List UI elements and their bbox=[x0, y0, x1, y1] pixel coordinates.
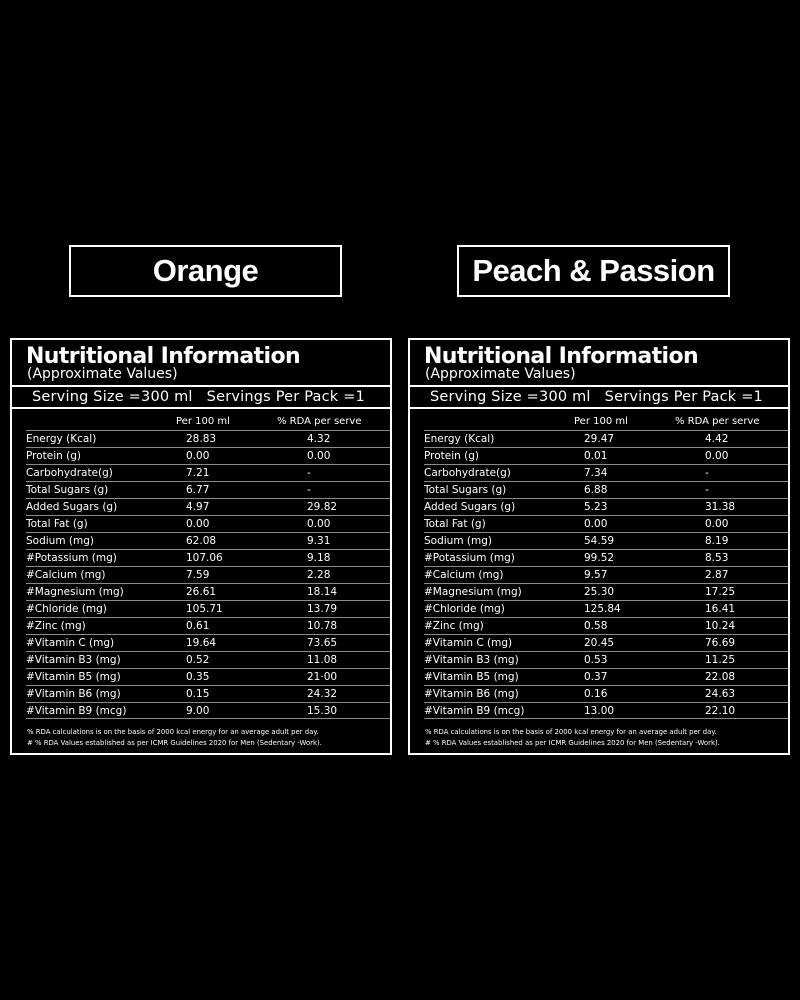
table-row bbox=[424, 481, 788, 498]
table-row bbox=[26, 549, 390, 566]
rda-value: 18.14 bbox=[307, 586, 338, 598]
footnotes bbox=[27, 727, 322, 749]
table-row bbox=[26, 447, 390, 464]
table-row bbox=[424, 702, 788, 719]
rda-value: 8.53 bbox=[705, 552, 729, 564]
per100-value: 0.00 bbox=[186, 450, 210, 462]
rda-value: - bbox=[307, 467, 311, 479]
nutrient-name: #Vitamin B3 (mg) bbox=[26, 654, 121, 666]
per100-value: 54.59 bbox=[584, 535, 615, 547]
nutrient-name: #Zinc (mg) bbox=[424, 620, 484, 632]
serving-size: Serving Size =300 ml bbox=[32, 389, 193, 405]
table-row bbox=[424, 685, 788, 702]
nutrient-name: #Vitamin C (mg) bbox=[26, 637, 115, 649]
rda-value: 24.63 bbox=[705, 688, 736, 700]
per100-value: 0.35 bbox=[186, 671, 210, 683]
nutrient-table bbox=[424, 430, 788, 719]
serving-info bbox=[410, 385, 788, 409]
nutrient-name: #Vitamin C (mg) bbox=[424, 637, 513, 649]
per100-value: 62.08 bbox=[186, 535, 217, 547]
rda-value: 0.00 bbox=[705, 518, 729, 530]
nutrient-name: Energy (Kcal) bbox=[424, 433, 495, 445]
panel-subtitle: (Approximate Values) bbox=[425, 366, 576, 382]
per100-value: 7.21 bbox=[186, 467, 210, 479]
nutrient-name: Carbohydrate(g) bbox=[424, 467, 511, 479]
table-row bbox=[424, 532, 788, 549]
per100-value: 105.71 bbox=[186, 603, 223, 615]
rda-value: 29.82 bbox=[307, 501, 338, 513]
per100-value: 6.77 bbox=[186, 484, 210, 496]
rda-value: - bbox=[705, 467, 709, 479]
nutrient-name: #Zinc (mg) bbox=[26, 620, 86, 632]
rda-value: 4.32 bbox=[307, 433, 331, 445]
table-row bbox=[424, 464, 788, 481]
per100-value: 0.61 bbox=[186, 620, 210, 632]
rda-value: 10.24 bbox=[705, 620, 736, 632]
rda-value: 0.00 bbox=[307, 450, 331, 462]
rda-value: 73.65 bbox=[307, 637, 338, 649]
per100-value: 125.84 bbox=[584, 603, 621, 615]
table-row bbox=[26, 685, 390, 702]
servings-per-pack: Servings Per Pack =1 bbox=[604, 389, 763, 405]
nutrient-name: Total Sugars (g) bbox=[424, 484, 507, 496]
table-row bbox=[424, 566, 788, 583]
table-row bbox=[424, 634, 788, 651]
nutrient-name: Protein (g) bbox=[26, 450, 82, 462]
table-row bbox=[26, 430, 390, 447]
nutrient-name: Total Sugars (g) bbox=[26, 484, 109, 496]
nutrient-name: #Calcium (mg) bbox=[424, 569, 504, 581]
nutrient-name: #Chloride (mg) bbox=[424, 603, 505, 615]
rda-value: - bbox=[307, 484, 311, 496]
per100-value: 28.83 bbox=[186, 433, 217, 445]
flavor-title-orange: Orange bbox=[69, 245, 342, 297]
panel-title: Nutritional Information bbox=[26, 344, 301, 369]
rda-value: 76.69 bbox=[705, 637, 736, 649]
column-header-per100: Per 100 ml bbox=[176, 416, 230, 427]
rda-value: - bbox=[705, 484, 709, 496]
table-row bbox=[26, 600, 390, 617]
per100-value: 0.52 bbox=[186, 654, 210, 666]
per100-value: 0.58 bbox=[584, 620, 608, 632]
footnote-rda-basis: % RDA calculations is on the basis of 2000 kcal energy for an average adult per day. bbox=[425, 728, 717, 736]
per100-value: 0.53 bbox=[584, 654, 608, 666]
column-header-rda: % RDA per serve bbox=[277, 416, 362, 427]
rda-value: 0.00 bbox=[307, 518, 331, 530]
column-header-rda: % RDA per serve bbox=[675, 416, 760, 427]
rda-value: 24.32 bbox=[307, 688, 338, 700]
nutrient-name: #Vitamin B5 (mg) bbox=[26, 671, 121, 683]
panel-subtitle: (Approximate Values) bbox=[27, 366, 178, 382]
servings-per-pack: Servings Per Pack =1 bbox=[206, 389, 365, 405]
per100-value: 19.64 bbox=[186, 637, 217, 649]
nutrient-name: #Vitamin B3 (mg) bbox=[424, 654, 519, 666]
nutrient-name: Total Fat (g) bbox=[26, 518, 88, 530]
per100-value: 0.16 bbox=[584, 688, 608, 700]
per100-value: 20.45 bbox=[584, 637, 615, 649]
nutrient-name: #Calcium (mg) bbox=[26, 569, 106, 581]
per100-value: 6.88 bbox=[584, 484, 608, 496]
nutrient-name: #Vitamin B9 (mcg) bbox=[26, 705, 127, 717]
rda-value: 22.08 bbox=[705, 671, 736, 683]
nutrient-name: #Vitamin B5 (mg) bbox=[424, 671, 519, 683]
serving-size: Serving Size =300 ml bbox=[430, 389, 591, 405]
table-row bbox=[26, 498, 390, 515]
panel-title: Nutritional Information bbox=[424, 344, 699, 369]
nutrient-name: Protein (g) bbox=[424, 450, 480, 462]
nutrition-panel-peach-passion bbox=[408, 338, 790, 755]
per100-value: 29.47 bbox=[584, 433, 615, 445]
nutrient-name: #Magnesium (mg) bbox=[424, 586, 522, 598]
rda-value: 11.25 bbox=[705, 654, 736, 666]
nutrient-name: Added Sugars (g) bbox=[26, 501, 118, 513]
table-row bbox=[26, 651, 390, 668]
nutrient-name: Sodium (mg) bbox=[424, 535, 492, 547]
table-row bbox=[424, 447, 788, 464]
rda-value: 2.87 bbox=[705, 569, 729, 581]
rda-value: 0.00 bbox=[705, 450, 729, 462]
nutrient-name: #Potassium (mg) bbox=[424, 552, 515, 564]
table-row bbox=[26, 515, 390, 532]
rda-value: 4.42 bbox=[705, 433, 729, 445]
rda-value: 10.78 bbox=[307, 620, 338, 632]
table-row bbox=[424, 600, 788, 617]
table-row bbox=[26, 668, 390, 685]
rda-value: 31.38 bbox=[705, 501, 736, 513]
rda-value: 11.08 bbox=[307, 654, 338, 666]
nutrient-name: #Vitamin B6 (mg) bbox=[26, 688, 121, 700]
nutrient-name: Sodium (mg) bbox=[26, 535, 94, 547]
rda-value: 17.25 bbox=[705, 586, 736, 598]
per100-value: 26.61 bbox=[186, 586, 217, 598]
footnote-icmr: # % RDA Values established as per ICMR Guidelines 2020 for Men (Sedentary -Work). bbox=[27, 739, 322, 747]
column-header-per100: Per 100 ml bbox=[574, 416, 628, 427]
flavor-title-peach-passion: Peach & Passion bbox=[457, 245, 730, 297]
table-row bbox=[424, 549, 788, 566]
footnote-rda-basis: % RDA calculations is on the basis of 2000 kcal energy for an average adult per day. bbox=[27, 728, 319, 736]
nutrient-name: #Vitamin B9 (mcg) bbox=[424, 705, 525, 717]
serving-info bbox=[12, 385, 390, 409]
nutrient-name: #Vitamin B6 (mg) bbox=[424, 688, 519, 700]
nutrient-name: Total Fat (g) bbox=[424, 518, 486, 530]
table-row bbox=[26, 481, 390, 498]
per100-value: 99.52 bbox=[584, 552, 615, 564]
table-row bbox=[26, 464, 390, 481]
table-row bbox=[26, 583, 390, 600]
per100-value: 107.06 bbox=[186, 552, 223, 564]
table-row bbox=[26, 566, 390, 583]
table-row bbox=[424, 583, 788, 600]
nutrient-name: Added Sugars (g) bbox=[424, 501, 516, 513]
per100-value: 9.57 bbox=[584, 569, 608, 581]
rda-value: 16.41 bbox=[705, 603, 736, 615]
nutrient-name: Energy (Kcal) bbox=[26, 433, 97, 445]
per100-value: 25.30 bbox=[584, 586, 615, 598]
per100-value: 13.00 bbox=[584, 705, 615, 717]
table-row bbox=[424, 430, 788, 447]
table-row bbox=[26, 617, 390, 634]
per100-value: 5.23 bbox=[584, 501, 608, 513]
per100-value: 4.97 bbox=[186, 501, 210, 513]
nutrient-name: #Potassium (mg) bbox=[26, 552, 117, 564]
table-row bbox=[26, 634, 390, 651]
rda-value: 22.10 bbox=[705, 705, 736, 717]
table-row bbox=[26, 532, 390, 549]
nutrient-name: #Chloride (mg) bbox=[26, 603, 107, 615]
table-row bbox=[424, 668, 788, 685]
rda-value: 13.79 bbox=[307, 603, 338, 615]
nutrient-name: Carbohydrate(g) bbox=[26, 467, 113, 479]
nutrient-table bbox=[26, 430, 390, 719]
table-row bbox=[424, 651, 788, 668]
rda-value: 8.19 bbox=[705, 535, 729, 547]
footnotes bbox=[425, 727, 720, 749]
per100-value: 7.34 bbox=[584, 467, 608, 479]
rda-value: 9.31 bbox=[307, 535, 331, 547]
per100-value: 0.37 bbox=[584, 671, 608, 683]
table-row bbox=[424, 515, 788, 532]
rda-value: 21·00 bbox=[307, 671, 338, 683]
per100-value: 7.59 bbox=[186, 569, 210, 581]
table-row bbox=[424, 498, 788, 515]
nutrition-panel-orange bbox=[10, 338, 392, 755]
rda-value: 15.30 bbox=[307, 705, 338, 717]
nutrient-name: #Magnesium (mg) bbox=[26, 586, 124, 598]
footnote-icmr: # % RDA Values established as per ICMR Guidelines 2020 for Men (Sedentary -Work). bbox=[425, 739, 720, 747]
per100-value: 9.00 bbox=[186, 705, 210, 717]
per100-value: 0.01 bbox=[584, 450, 608, 462]
per100-value: 0.00 bbox=[584, 518, 608, 530]
table-row bbox=[26, 702, 390, 719]
per100-value: 0.15 bbox=[186, 688, 210, 700]
table-row bbox=[424, 617, 788, 634]
rda-value: 2.28 bbox=[307, 569, 331, 581]
per100-value: 0.00 bbox=[186, 518, 210, 530]
rda-value: 9.18 bbox=[307, 552, 331, 564]
